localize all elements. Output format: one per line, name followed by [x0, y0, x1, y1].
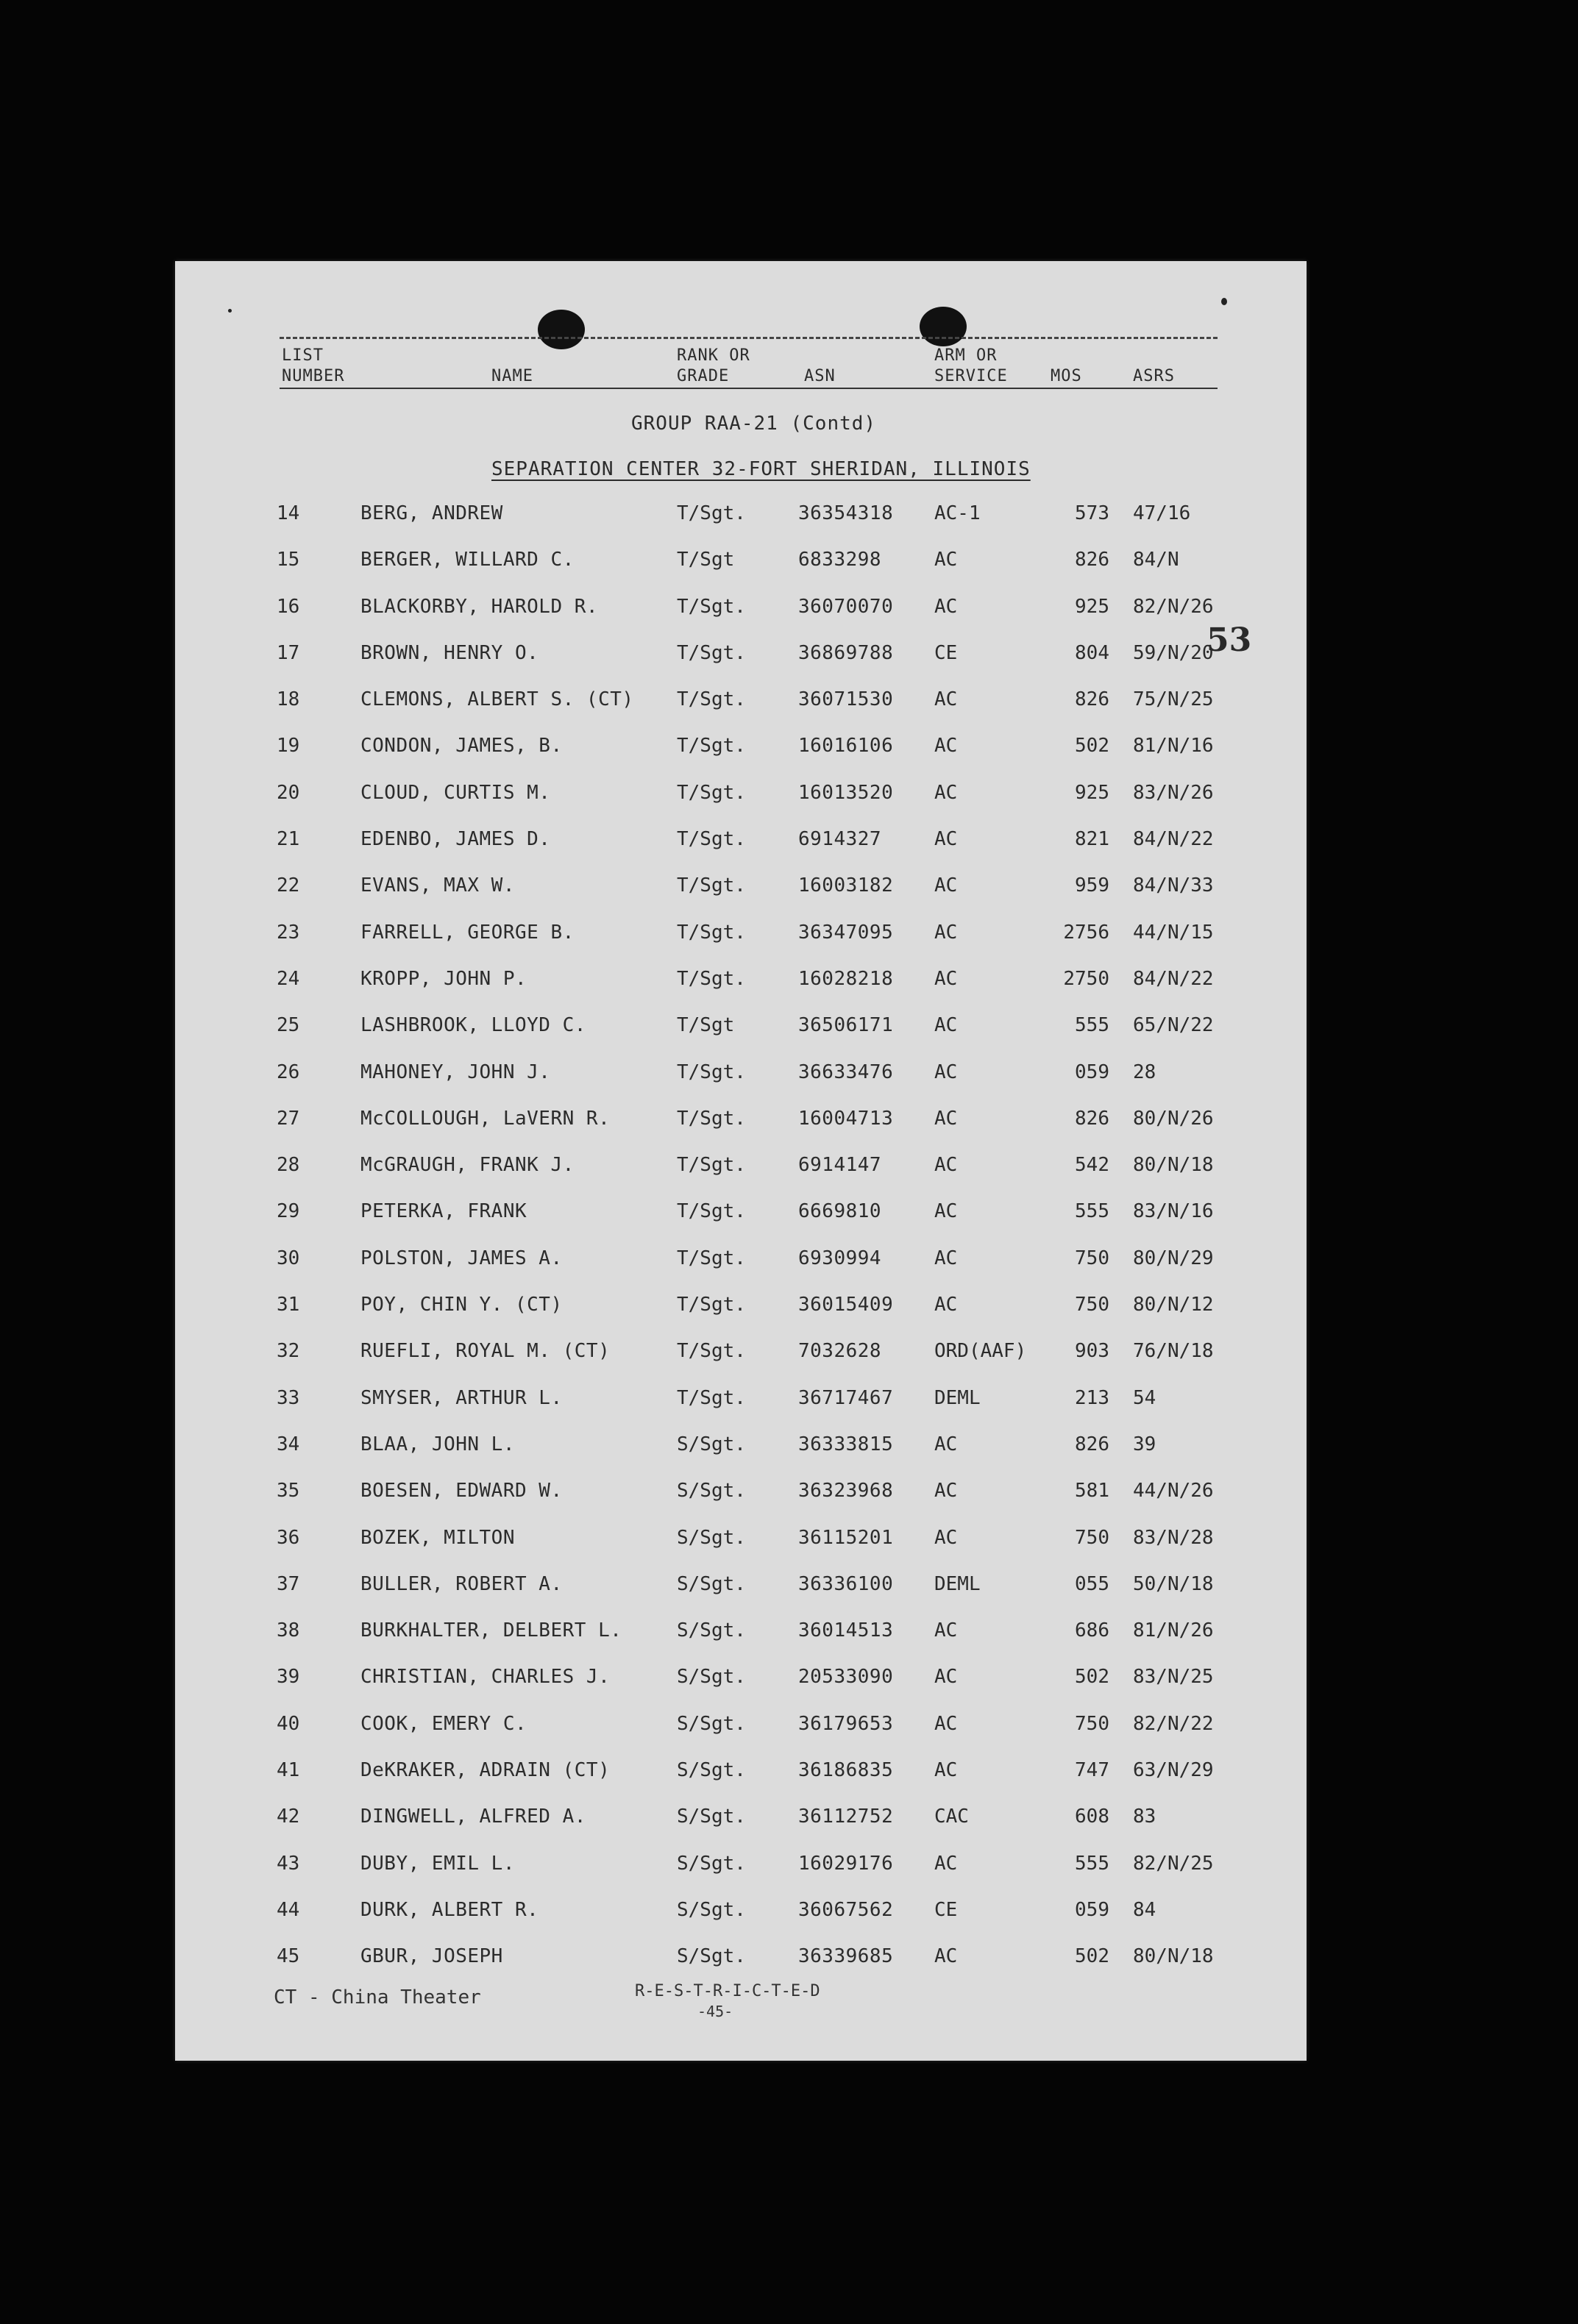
cell-mos: 502 — [1075, 735, 1109, 758]
table-row — [175, 1052, 1307, 1099]
table-row — [175, 913, 1307, 959]
footer-page-ref: -45- — [697, 2003, 733, 2020]
cell-service: AC — [934, 1433, 958, 1455]
cell-grade: S/Sgt. — [677, 1898, 746, 1921]
cell-asrs: 81/N/26 — [1133, 1619, 1214, 1642]
cell-mos: 804 — [1075, 641, 1109, 664]
cell-asn: 36067562 — [798, 1898, 894, 1921]
table-row — [175, 773, 1307, 819]
cell-list-number: 20 — [277, 781, 300, 804]
cell-mos: 2756 — [1063, 921, 1109, 944]
cell-list-number: 30 — [277, 1247, 300, 1269]
table-row — [175, 866, 1307, 912]
cell-name: BLACKORBY, HAROLD R. — [360, 595, 599, 618]
cell-asn: 36717467 — [798, 1386, 894, 1409]
cell-service: AC — [934, 781, 958, 804]
table-row — [175, 1285, 1307, 1331]
cell-service: AC-1 — [934, 502, 981, 524]
cell-list-number: 45 — [277, 1945, 300, 1968]
cell-asn: 36179653 — [798, 1712, 894, 1735]
cell-list-number: 39 — [277, 1666, 300, 1689]
punch-hole-right — [920, 307, 967, 346]
cell-list-number: 27 — [277, 1107, 300, 1130]
cell-grade: T/Sgt. — [677, 967, 746, 990]
cell-mos: 750 — [1075, 1247, 1109, 1269]
cell-list-number: 32 — [277, 1340, 300, 1363]
cell-mos: 059 — [1075, 1898, 1109, 1921]
cell-asrs: 84/N — [1133, 549, 1179, 571]
cell-grade: S/Sgt. — [677, 1852, 746, 1875]
footer-restricted: R-E-S-T-R-I-C-T-E-D — [635, 1982, 820, 2000]
cell-service: DEML — [934, 1386, 981, 1409]
cell-name: CLOUD, CURTIS M. — [360, 781, 551, 804]
cell-name: GBUR, JOSEPH — [360, 1945, 503, 1968]
cell-asn: 36112752 — [798, 1806, 894, 1828]
cell-mos: 826 — [1075, 688, 1109, 711]
table-row — [175, 1704, 1307, 1750]
table-row — [175, 1378, 1307, 1425]
footer-legend: CT - China Theater — [274, 1986, 481, 2008]
cell-service: CE — [934, 641, 958, 664]
cell-grade: T/Sgt. — [677, 502, 746, 524]
cell-service: AC — [934, 828, 958, 851]
table-row — [175, 1425, 1307, 1471]
cell-service: AC — [934, 549, 958, 571]
cell-name: CLEMONS, ALBERT S. (CT) — [360, 688, 634, 711]
table-row — [175, 1611, 1307, 1657]
cell-list-number: 37 — [277, 1572, 300, 1595]
cell-asrs: 84/N/33 — [1133, 874, 1214, 897]
cell-list-number: 16 — [277, 595, 300, 618]
cell-name: BERG, ANDREW — [360, 502, 503, 524]
cell-grade: T/Sgt. — [677, 688, 746, 711]
cell-list-number: 35 — [277, 1480, 300, 1503]
cell-grade: T/Sgt. — [677, 781, 746, 804]
cell-mos: 555 — [1075, 1200, 1109, 1223]
cell-asrs: 83/N/25 — [1133, 1666, 1214, 1689]
cell-asn: 16029176 — [798, 1852, 894, 1875]
speck — [228, 309, 232, 313]
cell-name: POLSTON, JAMES A. — [360, 1247, 563, 1269]
cell-service: AC — [934, 1480, 958, 1503]
cell-service: ORD(AAF) — [934, 1340, 1027, 1363]
cell-name: McCOLLOUGH, LaVERN R. — [360, 1107, 611, 1130]
cell-grade: S/Sgt. — [677, 1526, 746, 1549]
cell-service: AC — [934, 735, 958, 758]
cell-list-number: 28 — [277, 1154, 300, 1177]
cell-mos: 2750 — [1063, 967, 1109, 990]
cell-mos: 903 — [1075, 1340, 1109, 1363]
cell-mos: 750 — [1075, 1294, 1109, 1316]
cell-service: AC — [934, 1061, 958, 1083]
cell-asrs: 82/N/25 — [1133, 1852, 1214, 1875]
cell-list-number: 22 — [277, 874, 300, 897]
cell-grade: S/Sgt. — [677, 1619, 746, 1642]
cell-asn: 36869788 — [798, 641, 894, 664]
table-row — [175, 633, 1307, 680]
cell-grade: T/Sgt. — [677, 1154, 746, 1177]
cell-list-number: 17 — [277, 641, 300, 664]
cell-asn: 36506171 — [798, 1014, 894, 1037]
cell-list-number: 19 — [277, 735, 300, 758]
cell-list-number: 15 — [277, 549, 300, 571]
cell-asn: 16028218 — [798, 967, 894, 990]
cell-asrs: 65/N/22 — [1133, 1014, 1214, 1037]
cell-name: BOESEN, EDWARD W. — [360, 1480, 563, 1503]
cell-asrs: 80/N/12 — [1133, 1294, 1214, 1316]
cell-mos: 581 — [1075, 1480, 1109, 1503]
cell-asrs: 84/N/22 — [1133, 828, 1214, 851]
cell-asn: 6930994 — [798, 1247, 882, 1269]
cell-grade: T/Sgt. — [677, 921, 746, 944]
roster-table — [175, 493, 1307, 1983]
cell-asrs: 76/N/18 — [1133, 1340, 1214, 1363]
top-dashed-rule — [280, 337, 1218, 339]
cell-asn: 6669810 — [798, 1200, 882, 1223]
cell-name: POY, CHIN Y. (CT) — [360, 1294, 563, 1316]
cell-asn: 36115201 — [798, 1526, 894, 1549]
cell-list-number: 38 — [277, 1619, 300, 1642]
cell-asrs: 84 — [1133, 1898, 1156, 1921]
cell-name: COOK, EMERY C. — [360, 1712, 527, 1735]
cell-asrs: 75/N/25 — [1133, 688, 1214, 711]
cell-asn: 36333815 — [798, 1433, 894, 1455]
cell-asrs: 83 — [1133, 1806, 1156, 1828]
table-row — [175, 1750, 1307, 1797]
cell-asrs: 80/N/18 — [1133, 1945, 1214, 1968]
header-rank-or-grade: RANK OR GRADE — [677, 346, 750, 385]
cell-asrs: 83/N/16 — [1133, 1200, 1214, 1223]
cell-asn: 36339685 — [798, 1945, 894, 1968]
table-row — [175, 540, 1307, 586]
cell-asrs: 84/N/22 — [1133, 967, 1214, 990]
cell-grade: T/Sgt. — [677, 828, 746, 851]
cell-grade: S/Sgt. — [677, 1806, 746, 1828]
table-row — [175, 1145, 1307, 1191]
cell-asn: 36186835 — [798, 1759, 894, 1782]
cell-mos: 826 — [1075, 1107, 1109, 1130]
cell-grade: S/Sgt. — [677, 1759, 746, 1782]
cell-service: AC — [934, 1107, 958, 1130]
table-row — [175, 1099, 1307, 1145]
cell-asrs: 81/N/16 — [1133, 735, 1214, 758]
cell-asn: 36070070 — [798, 595, 894, 618]
cell-asn: 7032628 — [798, 1340, 882, 1363]
header-list-number: LIST NUMBER — [282, 346, 345, 385]
cell-asrs: 39 — [1133, 1433, 1156, 1455]
cell-name: DURK, ALBERT R. — [360, 1898, 539, 1921]
cell-service: AC — [934, 1712, 958, 1735]
cell-mos: 821 — [1075, 828, 1109, 851]
cell-mos: 573 — [1075, 502, 1109, 524]
cell-asrs: 82/N/26 — [1133, 595, 1214, 618]
cell-asrs: 50/N/18 — [1133, 1572, 1214, 1595]
cell-name: BURKHALTER, DELBERT L. — [360, 1619, 622, 1642]
cell-service: AC — [934, 1200, 958, 1223]
cell-service: DEML — [934, 1572, 981, 1595]
cell-list-number: 25 — [277, 1014, 300, 1037]
cell-asn: 36015409 — [798, 1294, 894, 1316]
table-row — [175, 587, 1307, 633]
cell-service: AC — [934, 1294, 958, 1316]
cell-asrs: 82/N/22 — [1133, 1712, 1214, 1735]
cell-service: AC — [934, 1154, 958, 1177]
cell-list-number: 33 — [277, 1386, 300, 1409]
cell-asn: 20533090 — [798, 1666, 894, 1689]
cell-asn: 36633476 — [798, 1061, 894, 1083]
cell-name: CHRISTIAN, CHARLES J. — [360, 1666, 611, 1689]
cell-name: KROPP, JOHN P. — [360, 967, 527, 990]
cell-grade: T/Sgt. — [677, 1107, 746, 1130]
table-row — [175, 1191, 1307, 1238]
cell-asrs: 80/N/26 — [1133, 1107, 1214, 1130]
cell-mos: 055 — [1075, 1572, 1109, 1595]
cell-name: MAHONEY, JOHN J. — [360, 1061, 551, 1083]
cell-name: LASHBROOK, LLOYD C. — [360, 1014, 586, 1037]
table-row — [175, 1844, 1307, 1890]
table-row — [175, 1797, 1307, 1843]
page-number-stamp: 53 — [1206, 621, 1252, 659]
cell-list-number: 43 — [277, 1852, 300, 1875]
cell-mos: 826 — [1075, 549, 1109, 571]
cell-mos: 686 — [1075, 1619, 1109, 1642]
cell-list-number: 41 — [277, 1759, 300, 1782]
cell-asn: 16004713 — [798, 1107, 894, 1130]
table-row — [175, 1518, 1307, 1564]
cell-name: SMYSER, ARTHUR L. — [360, 1386, 563, 1409]
table-row — [175, 1890, 1307, 1936]
cell-asn: 16003182 — [798, 874, 894, 897]
cell-grade: T/Sgt. — [677, 874, 746, 897]
cell-list-number: 21 — [277, 828, 300, 851]
cell-name: CONDON, JAMES, B. — [360, 735, 563, 758]
cell-list-number: 18 — [277, 688, 300, 711]
table-row — [175, 726, 1307, 772]
cell-grade: S/Sgt. — [677, 1433, 746, 1455]
punch-hole-left — [538, 310, 585, 349]
cell-asn: 6914327 — [798, 828, 882, 851]
cell-name: EVANS, MAX W. — [360, 874, 515, 897]
cell-list-number: 40 — [277, 1712, 300, 1735]
cell-grade: S/Sgt. — [677, 1712, 746, 1735]
document-page — [175, 261, 1307, 2061]
speck — [1221, 298, 1227, 305]
cell-asrs: 47/16 — [1133, 502, 1191, 524]
cell-asn: 6914147 — [798, 1154, 882, 1177]
cell-asn: 36354318 — [798, 502, 894, 524]
cell-asn: 36336100 — [798, 1572, 894, 1595]
cell-asn: 36347095 — [798, 921, 894, 944]
table-row — [175, 959, 1307, 1005]
cell-list-number: 42 — [277, 1806, 300, 1828]
cell-asn: 6833298 — [798, 549, 882, 571]
cell-grade: S/Sgt. — [677, 1666, 746, 1689]
cell-grade: T/Sgt. — [677, 735, 746, 758]
table-row — [175, 1005, 1307, 1052]
cell-asn: 36323968 — [798, 1480, 894, 1503]
cell-asrs: 44/N/26 — [1133, 1480, 1214, 1503]
cell-grade: T/Sgt. — [677, 1340, 746, 1363]
cell-name: BROWN, HENRY O. — [360, 641, 539, 664]
cell-list-number: 23 — [277, 921, 300, 944]
cell-mos: 959 — [1075, 874, 1109, 897]
cell-asrs: 80/N/29 — [1133, 1247, 1214, 1269]
cell-list-number: 31 — [277, 1294, 300, 1316]
cell-mos: 826 — [1075, 1433, 1109, 1455]
cell-asn: 36071530 — [798, 688, 894, 711]
cell-grade: T/Sgt — [677, 549, 735, 571]
cell-service: AC — [934, 1945, 958, 1968]
cell-mos: 502 — [1075, 1666, 1109, 1689]
header-mos: MOS — [1051, 367, 1082, 385]
table-row — [175, 1238, 1307, 1285]
cell-mos: 555 — [1075, 1014, 1109, 1037]
cell-name: McGRAUGH, FRANK J. — [360, 1154, 575, 1177]
cell-asrs: 59/N/20 — [1133, 641, 1214, 664]
table-row — [175, 493, 1307, 540]
cell-asrs: 83/N/28 — [1133, 1526, 1214, 1549]
group-title: GROUP RAA-21 (Contd) — [631, 413, 877, 435]
cell-asrs: 28 — [1133, 1061, 1156, 1083]
cell-asn: 16016106 — [798, 735, 894, 758]
cell-asrs: 83/N/26 — [1133, 781, 1214, 804]
cell-name: BOZEK, MILTON — [360, 1526, 515, 1549]
header-rule — [280, 388, 1218, 389]
header-arm-or-service: ARM OR SERVICE — [934, 346, 1008, 385]
cell-grade: T/Sgt. — [677, 595, 746, 618]
cell-list-number: 36 — [277, 1526, 300, 1549]
table-row — [175, 1471, 1307, 1517]
table-row — [175, 1331, 1307, 1377]
cell-name: RUEFLI, ROYAL M. (CT) — [360, 1340, 611, 1363]
cell-mos: 502 — [1075, 1945, 1109, 1968]
cell-service: AC — [934, 595, 958, 618]
cell-grade: T/Sgt. — [677, 1294, 746, 1316]
cell-name: EDENBO, JAMES D. — [360, 828, 551, 851]
cell-grade: T/Sgt. — [677, 1386, 746, 1409]
cell-grade: T/Sgt. — [677, 1061, 746, 1083]
cell-mos: 925 — [1075, 595, 1109, 618]
table-row — [175, 1657, 1307, 1703]
cell-asn: 16013520 — [798, 781, 894, 804]
table-row — [175, 1936, 1307, 1983]
cell-list-number: 24 — [277, 967, 300, 990]
cell-list-number: 44 — [277, 1898, 300, 1921]
cell-asrs: 63/N/29 — [1133, 1759, 1214, 1782]
location-title: SEPARATION CENTER 32-FORT SHERIDAN, ILLINOIS — [491, 458, 1031, 480]
cell-mos: 213 — [1075, 1386, 1109, 1409]
cell-mos: 608 — [1075, 1806, 1109, 1828]
cell-name: DUBY, EMIL L. — [360, 1852, 515, 1875]
cell-mos: 555 — [1075, 1852, 1109, 1875]
cell-list-number: 26 — [277, 1061, 300, 1083]
cell-mos: 750 — [1075, 1526, 1109, 1549]
cell-name: PETERKA, FRANK — [360, 1200, 527, 1223]
cell-mos: 747 — [1075, 1759, 1109, 1782]
cell-grade: S/Sgt. — [677, 1480, 746, 1503]
cell-service: AC — [934, 967, 958, 990]
header-asn: ASN — [804, 367, 836, 385]
header-asrs: ASRS — [1133, 367, 1175, 385]
cell-service: AC — [934, 1247, 958, 1269]
cell-service: AC — [934, 1619, 958, 1642]
cell-grade: T/Sgt — [677, 1014, 735, 1037]
cell-service: AC — [934, 1852, 958, 1875]
cell-service: AC — [934, 1526, 958, 1549]
cell-service: AC — [934, 874, 958, 897]
cell-name: DeKRAKER, ADRAIN (CT) — [360, 1759, 611, 1782]
table-row — [175, 1564, 1307, 1611]
cell-list-number: 29 — [277, 1200, 300, 1223]
cell-service: AC — [934, 1759, 958, 1782]
cell-list-number: 14 — [277, 502, 300, 524]
cell-grade: S/Sgt. — [677, 1572, 746, 1595]
cell-service: AC — [934, 1014, 958, 1037]
cell-mos: 925 — [1075, 781, 1109, 804]
cell-asrs: 54 — [1133, 1386, 1156, 1409]
cell-grade: T/Sgt. — [677, 1200, 746, 1223]
cell-service: AC — [934, 1666, 958, 1689]
cell-service: AC — [934, 921, 958, 944]
cell-grade: T/Sgt. — [677, 641, 746, 664]
cell-mos: 750 — [1075, 1712, 1109, 1735]
cell-grade: S/Sgt. — [677, 1945, 746, 1968]
cell-name: BLAA, JOHN L. — [360, 1433, 515, 1455]
cell-service: AC — [934, 688, 958, 711]
cell-asn: 36014513 — [798, 1619, 894, 1642]
cell-list-number: 34 — [277, 1433, 300, 1455]
table-row — [175, 819, 1307, 866]
cell-asrs: 44/N/15 — [1133, 921, 1214, 944]
cell-service: CAC — [934, 1806, 969, 1828]
cell-grade: T/Sgt. — [677, 1247, 746, 1269]
cell-name: BERGER, WILLARD C. — [360, 549, 575, 571]
header-name: NAME — [491, 367, 533, 385]
cell-name: DINGWELL, ALFRED A. — [360, 1806, 586, 1828]
cell-mos: 059 — [1075, 1061, 1109, 1083]
table-row — [175, 680, 1307, 726]
cell-asrs: 80/N/18 — [1133, 1154, 1214, 1177]
cell-service: CE — [934, 1898, 958, 1921]
cell-name: FARRELL, GEORGE B. — [360, 921, 575, 944]
cell-mos: 542 — [1075, 1154, 1109, 1177]
cell-name: BULLER, ROBERT A. — [360, 1572, 563, 1595]
